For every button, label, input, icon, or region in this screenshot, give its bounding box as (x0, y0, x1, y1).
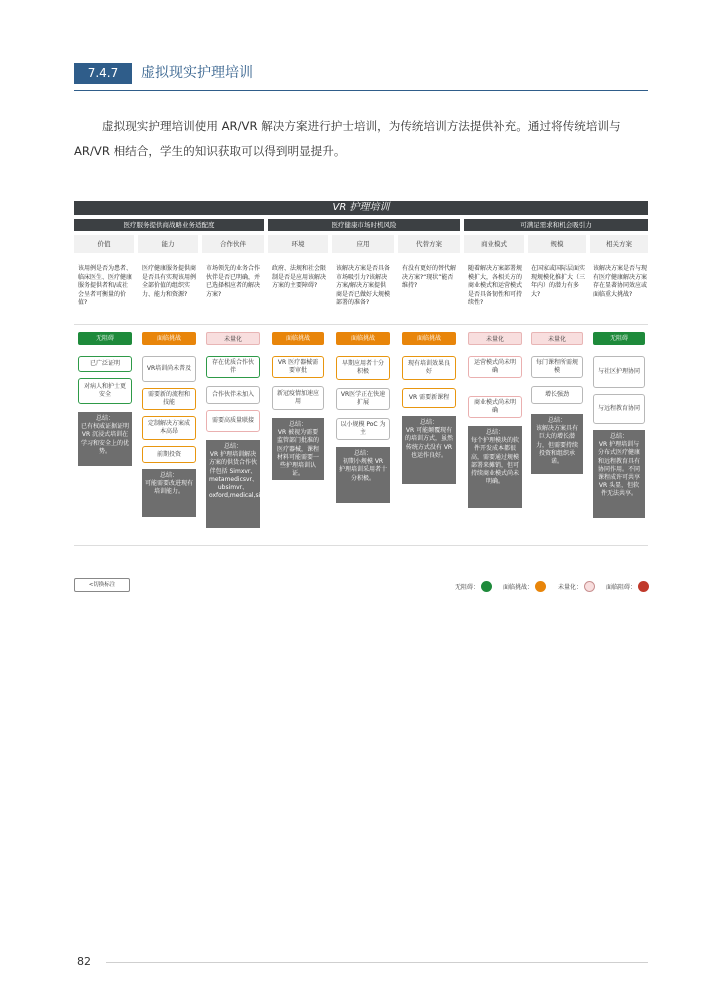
column-header-alternatives: 代替方案 (398, 235, 460, 253)
factor-card: 对病人和护士更安全 (78, 378, 132, 404)
group-header-strategic-fit: 医疗服务提供商战略业务适配度 (74, 219, 264, 231)
question-scale: 在国家或国际层面实现规模化推扩大（三年内）的潜力有多大? (531, 265, 586, 298)
pink-dot-icon (584, 581, 595, 592)
factor-card: 合作伙伴未加入 (206, 386, 260, 404)
column-header-environment: 环境 (268, 235, 328, 253)
toggle-notes-button[interactable]: <切换标注 (74, 578, 130, 592)
column-header-business-model: 商业模式 (464, 235, 524, 253)
factor-card: 需要高质量联接 (206, 410, 260, 432)
summary-box: 总结： VR 护理培训与分布式医疗健康和远程教育具有协同作用。不同课程成许可共享 VR 头显，但软件无法共享。 (593, 430, 645, 518)
section-number: 7.4.7 (74, 63, 132, 84)
factor-card: 运营模式尚未明确 (468, 356, 522, 378)
question-environment: 政府、法规和社会限制是否是应用该解决方案的主要障碍? (272, 265, 327, 290)
status-alternatives: 面临挑战 (402, 332, 456, 345)
factor-card: VR培训尚未普及 (142, 356, 196, 382)
factor-card: 新冠疫情加速应用 (272, 386, 324, 410)
column-header-synergies: 相关方案 (590, 235, 648, 253)
status-capability: 面临挑战 (142, 332, 196, 345)
summary-box: 总结： VR 被视为需要监管部门批准的医疗器械，课程材料可能需要一些护理培训认证。 (272, 418, 324, 480)
factor-card: 存在优质合作伙伴 (206, 356, 260, 378)
column-header-scale: 规模 (528, 235, 586, 253)
question-adoption: 该解决方案是否具备市场吸引力?该解决方案/解决方案提供商是否已做好大规模部署的准备? (336, 265, 391, 307)
diagram-title: VR 护理培训 (74, 201, 648, 215)
legend-label: 面临挑战： (503, 583, 534, 591)
question-capability: 医疗健康服务提供商是否具有实现该用例全部价值的组织实力、能力和资源? (142, 265, 197, 298)
column-header-adoption: 应用 (332, 235, 394, 253)
summary-box: 总结： 初期小规模 VR 护理培训采用者十分积极。 (336, 447, 390, 503)
summary-box: 总结： VR 可能颠覆现有的培训方式，虽然传统方式没有 VR 也运作良好。 (402, 416, 456, 484)
legend-no-barrier (455, 580, 492, 592)
question-business-model: 随着解决方案部署规模扩大，各相关方的商业模式和运营模式是否具备韧性和可持续性? (468, 265, 523, 307)
factor-card: 与远程教育协同 (593, 394, 645, 424)
status-value: 无阻碍 (78, 332, 132, 345)
factor-card: 商业模式尚未明确 (468, 396, 522, 418)
status-adoption: 面临挑战 (336, 332, 390, 345)
legend-barrier (606, 580, 649, 592)
page-number: 82 (77, 955, 91, 968)
column-header-value: 价值 (74, 235, 134, 253)
red-dot-icon (638, 581, 649, 592)
factor-card: 以小规模 PoC 为主 (336, 418, 390, 440)
summary-box: 总结： VR 护理培训解决方案的供货合作伙伴包括 Simxvr、metamedicsvr、ubsimvr、oxford,medical,simulation (206, 440, 260, 528)
status-scale: 未量化 (531, 332, 583, 345)
factor-card: VR 医疗器械需要审批 (272, 356, 324, 378)
factor-card: 现有培训效果良好 (402, 356, 456, 380)
group-header-market-timing: 医疗健康市场时机风险 (268, 219, 460, 231)
body-paragraph: 虚拟现实护理培训使用 AR/VR 解决方案进行护士培训，为传统培训方法提供补充。通过将传统培训与AR/VR 相结合，学生的知识获取可以得到明显提升。 (74, 119, 621, 158)
orange-dot-icon (535, 581, 546, 592)
group-header-opportunity: 可满足需求和机会吸引力 (464, 219, 648, 231)
diagram-bottom-divider (74, 545, 648, 546)
question-value: 该用例是否为患者、临床医生、医疗健康服务提供者和/或社会呈者可衡量的价值? (78, 265, 133, 307)
question-partners: 市场领先的业务合作伙伴是否已明确，并已选择相应者的解决方案? (206, 265, 261, 298)
status-partners: 未量化 (206, 332, 260, 345)
factor-card: 需要新的流程和技能 (142, 388, 196, 410)
status-business-model: 未量化 (468, 332, 522, 345)
section-divider (74, 90, 648, 91)
summary-box: 总结： 可能需要改进现有培训能力。 (142, 469, 196, 517)
factor-card: 早期应用者十分积极 (336, 356, 390, 380)
status-synergies: 无阻碍 (593, 332, 645, 345)
column-header-capability: 能力 (138, 235, 198, 253)
summary-box: 总结： 已有权威证据证明 VR 沉浸式培训在学习和安全上的优势。 (78, 412, 132, 466)
factor-card: 每门课程所需规模 (531, 356, 583, 378)
section-title: 虚拟现实护理培训 (141, 65, 253, 81)
summary-box: 总结： 该解决方案具有巨大的增长潜力，但需要持续投资和组织承诺。 (531, 414, 583, 474)
status-environment: 面临挑战 (272, 332, 324, 345)
green-dot-icon (481, 581, 492, 592)
factor-card: VR 需要新课程 (402, 388, 456, 408)
legend-label: 未量化： (558, 583, 583, 591)
question-synergies: 该解决方案是否与现有医疗健康解决方案存在显著协同效应或面临重大挑战? (593, 265, 648, 298)
column-header-partners: 合作伙伴 (202, 235, 264, 253)
legend-label: 面临阻碍： (606, 583, 637, 591)
factor-card: 已广泛证明 (78, 356, 132, 372)
question-alternatives: 有没有更好的替代解决方案?“现状”能否维持? (402, 265, 457, 290)
legend-challenge (503, 580, 546, 592)
factor-card: 增长强劲 (531, 386, 583, 404)
diagram-divider (74, 324, 648, 325)
legend-unquantified (558, 580, 595, 592)
summary-box: 总结： 每个护理模块的软件开发成本都很高，需要通过规模部署来摊销，但可持续商业模式尚未明确。 (468, 426, 522, 508)
factor-card: 与社区护理协同 (593, 356, 645, 388)
factor-card: 前期投资 (142, 446, 196, 463)
legend-label: 无阻碍： (455, 583, 480, 591)
factor-card: 定制解决方案成本高昂 (142, 416, 196, 440)
factor-card: VR医学正在快速扩展 (336, 388, 390, 410)
footer-divider (106, 962, 648, 963)
